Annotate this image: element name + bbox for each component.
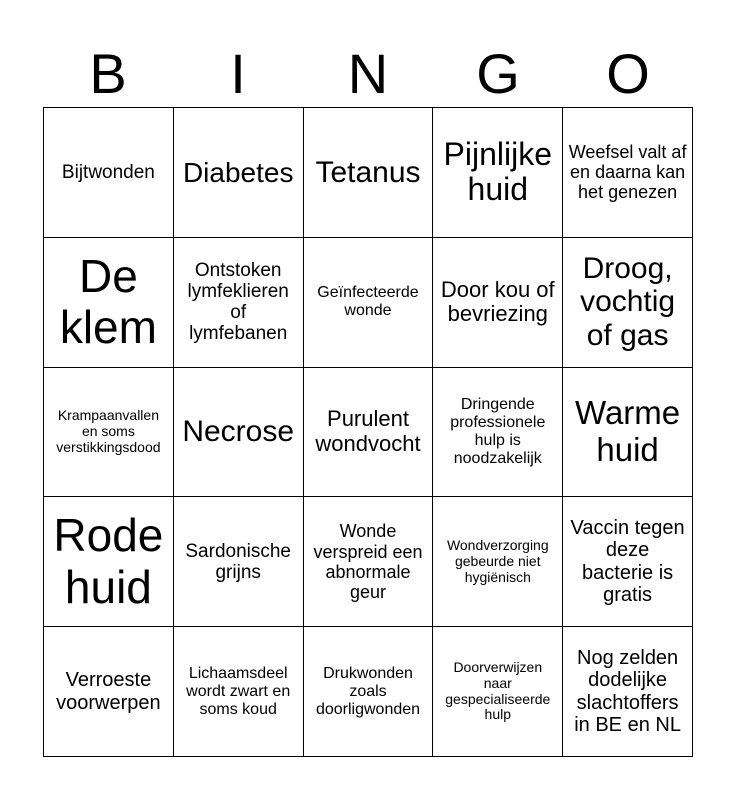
bingo-cell[interactable]: De klem xyxy=(44,238,174,368)
bingo-cell[interactable]: Krampaanvallen en soms verstikkingsdood xyxy=(44,368,174,498)
bingo-cell[interactable]: Verroeste voorwerpen xyxy=(44,627,174,757)
bingo-cell[interactable]: Doorverwijzen naar gespecialiseerde hulp xyxy=(433,627,563,757)
bingo-cell[interactable]: Drukwonden zoals doorligwonden xyxy=(304,627,434,757)
bingo-cell[interactable]: Weefsel valt af en daarna kan het genezen xyxy=(563,108,693,238)
bingo-cell[interactable]: Wonde verspreid een abnormale geur xyxy=(304,497,434,627)
header-letter-n: N xyxy=(347,42,389,105)
bingo-cell[interactable]: Door kou of bevriezing xyxy=(433,238,563,368)
bingo-cell[interactable]: Geïnfecteerde wonde xyxy=(304,238,434,368)
header-letter-b: B xyxy=(89,42,127,105)
bingo-cell[interactable]: Wondverzorging gebeurde niet hygiënisch xyxy=(433,497,563,627)
bingo-cell[interactable]: Purulent wondvocht xyxy=(304,368,434,498)
bingo-cell[interactable]: Pijnlijke huid xyxy=(433,108,563,238)
bingo-cell[interactable]: Ontstoken lymfeklieren of lymfebanen xyxy=(174,238,304,368)
bingo-cell[interactable]: Droog, vochtig of gas xyxy=(563,238,693,368)
bingo-cell[interactable]: Rode huid xyxy=(44,497,174,627)
bingo-cell[interactable]: Sardonische grijns xyxy=(174,497,304,627)
bingo-cell[interactable]: Tetanus xyxy=(304,108,434,238)
bingo-cell[interactable]: Bijtwonden xyxy=(44,108,174,238)
bingo-grid xyxy=(43,107,693,757)
bingo-cell[interactable]: Lichaamsdeel wordt zwart en soms koud xyxy=(174,627,304,757)
bingo-cell[interactable]: Vaccin tegen deze bacterie is gratis xyxy=(563,497,693,627)
bingo-cell[interactable]: Warme huid xyxy=(563,368,693,498)
bingo-header xyxy=(43,40,693,108)
header-letter-o: O xyxy=(606,42,650,105)
bingo-cell[interactable]: Diabetes xyxy=(174,108,304,238)
header-letter-i: I xyxy=(230,42,246,105)
header-letter-g: G xyxy=(476,42,520,105)
bingo-cell[interactable]: Necrose xyxy=(174,368,304,498)
bingo-cell[interactable]: Nog zelden dodelijke slachtoffers in BE en NL xyxy=(563,627,693,757)
bingo-cell[interactable]: Dringende professionele hulp is noodzakelijk xyxy=(433,368,563,498)
